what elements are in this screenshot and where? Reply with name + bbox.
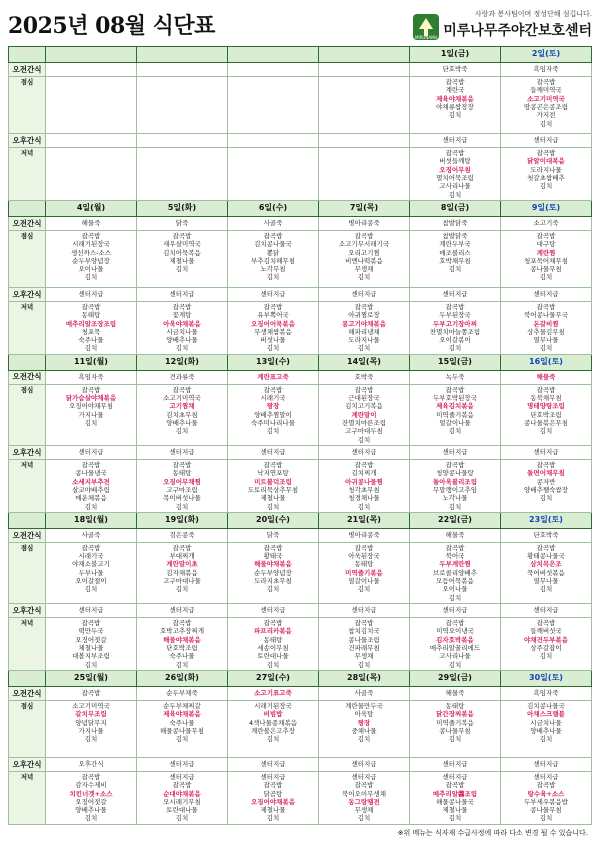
brand-block	[413, 9, 592, 40]
dinner-cell	[228, 148, 319, 201]
row-label-afternoon-snack: 오후간식	[9, 134, 46, 148]
day-header-cell: 21일(목)	[319, 512, 410, 528]
row-label-morning-snack: 오전간식	[9, 370, 46, 384]
day-header-cell: 28일(목)	[319, 670, 410, 686]
day-header-cell: 1일(금)	[410, 47, 501, 63]
afternoon-snack-cell: 센터지급	[501, 757, 592, 771]
lunch-cell: 잡곡밥 닭가슴살야채볶음 오징어야채무침 가지나물 김치	[46, 384, 137, 445]
morning-snack-row	[9, 528, 592, 542]
morning-snack-cell: 소고기죽	[501, 216, 592, 230]
corner-cell	[9, 47, 46, 63]
afternoon-snack-cell: 센터지급	[501, 134, 592, 148]
lunch-row	[9, 700, 592, 757]
row-label-lunch: 점심	[9, 700, 46, 757]
dinner-cell: 잡곡밥 참치김치국 콩나물조림 건파래무침 무생채 김치	[319, 618, 410, 671]
dinner-row	[9, 301, 592, 354]
afternoon-snack-cell: 센터지급	[410, 604, 501, 618]
dinner-cell	[46, 148, 137, 201]
dinner-cell: 잡곡밥 유부뽁어국 오징어어묵볶음 무생채쌈볶음 버섯나물 김치	[228, 301, 319, 354]
lunch-cell: 잡곡밥 김치콩나물국 뽕닭 부추김치해무침 노각무침 김치	[228, 230, 319, 287]
dinner-cell: 잡곡밥 꽃게탕 아욱야채볶음 시금치나물 양배추나물 김치	[137, 301, 228, 354]
dinner-cell: 센터지급 잡곡밥 닭곰탕 오징어야채볶음 제철나물 김치	[228, 771, 319, 824]
day-header-cell: 13일(수)	[228, 354, 319, 370]
day-header-cell: 14일(목)	[319, 354, 410, 370]
afternoon-snack-cell: 센터지급	[46, 287, 137, 301]
afternoon-snack-cell: 센터지급	[410, 445, 501, 459]
day-header-cell: 8일(금)	[410, 200, 501, 216]
dinner-cell	[137, 148, 228, 201]
day-header-cell: 18일(월)	[46, 512, 137, 528]
afternoon-snack-cell: 센터지급	[410, 757, 501, 771]
corner-cell	[9, 512, 46, 528]
morning-snack-row	[9, 686, 592, 700]
dinner-cell: 잡곡밥 두부된장국 두부고기장아찌 찬멸치마늘쫑조림 오이갈볶이 김치	[410, 301, 501, 354]
day-header-cell: 30일(토)	[501, 670, 592, 686]
afternoon-snack-cell	[319, 134, 410, 148]
dinner-cell: 잡곡밥 청양콩나물탕 돌아욱볼리조림 무말랭이고추임 노각나물 김치	[410, 459, 501, 512]
row-label-morning-snack: 오전간식	[9, 63, 46, 77]
day-header-cell: 4일(월)	[46, 200, 137, 216]
morning-snack-cell: 호박죽	[319, 370, 410, 384]
afternoon-snack-cell	[46, 134, 137, 148]
dinner-row	[9, 459, 592, 512]
dinner-cell: 잡곡밥 감자수제비 치킨너겟+소스 오징어젓갈 양배추나물 김치	[46, 771, 137, 824]
afternoon-snack-cell: 센터지급	[228, 287, 319, 301]
menu-table	[8, 46, 592, 825]
afternoon-snack-row	[9, 604, 592, 618]
row-label-morning-snack: 오전간식	[9, 216, 46, 230]
dinner-cell: 잡곡밥 김치찌개 아귀콩나물찜 청각초무침 청경채나물 김치	[319, 459, 410, 512]
dinner-cell: 센터지급 잡곡밥 탕수육+소스 두부세우볶음밥 콩나물무침 김치	[501, 771, 592, 824]
footnote: ※위 메뉴는 식자재 수급사정에 따라 다소 변경 될 수 있습니다.	[397, 828, 588, 837]
lunch-cell: 잡곡밥 동북채무침 명태양탕조림 단호박조림 콩나물볶은무침 김치	[501, 384, 592, 445]
day-header-cell: 19일(화)	[137, 512, 228, 528]
dinner-cell: 잡곡밥 동태탕 매추리알조장조림 청포묵 숙주나물 김치	[46, 301, 137, 354]
dinner-cell: 잡곡밥 미역오이냉국 김자호박볶음 매추리알꿀리에드 고사리나물 김치	[410, 618, 501, 671]
lunch-cell: 시래기된장국 비빔밥 4색나물종채볶음 계란볼은고추장 김치	[228, 700, 319, 757]
row-label-lunch: 점심	[9, 77, 46, 134]
day-header-cell: 15일(금)	[410, 354, 501, 370]
lunch-cell: 잡곡밥 황태국 해물야채볶음 순두부양념장 도라지초무침 김치	[228, 542, 319, 603]
row-label-morning-snack: 오전간식	[9, 528, 46, 542]
corner-cell	[9, 200, 46, 216]
lunch-cell	[319, 77, 410, 134]
morning-snack-cell: 사골죽	[228, 216, 319, 230]
lunch-cell	[228, 77, 319, 134]
corner-cell	[9, 670, 46, 686]
morning-snack-cell: 해물죽	[410, 528, 501, 542]
day-header-cell: 22일(금)	[410, 512, 501, 528]
morning-snack-cell: 흑임자죽	[501, 686, 592, 700]
morning-snack-cell: 순두부채죽	[137, 686, 228, 700]
dinner-cell: 잡곡밥 호박고추장찌개 해물야채볶음 단호박조림 숙주나물 김치	[137, 618, 228, 671]
afternoon-snack-cell: 센터지급	[228, 604, 319, 618]
lunch-cell: 잡곡밥 아욱된장국 동태탕 미역줄기볶음 열갈이나물 김치	[319, 542, 410, 603]
lunch-cell: 잡곡밥 시래기국 짱장 양배추찜말이 숙주미나리나물 김치	[228, 384, 319, 445]
morning-snack-cell: 잡곡밥	[46, 686, 137, 700]
dinner-cell: 잡곡밥 아귀찜로장 콩고기야채볶음 해파리냉채 도라지나물 김치	[319, 301, 410, 354]
morning-snack-cell: 검은콩죽	[137, 528, 228, 542]
afternoon-snack-cell: 센터지급	[501, 445, 592, 459]
day-header-cell: 16일(토)	[501, 354, 592, 370]
dinner-cell: 잡곡밥 돌면어채무침 콩자반 양배추쨀숙쌈장 김치	[501, 459, 592, 512]
afternoon-snack-cell: 센터지급	[319, 604, 410, 618]
morning-snack-cell	[319, 63, 410, 77]
lunch-cell: 소고기미역국 갈치무조림 양념닭무지 가지나물 김치	[46, 700, 137, 757]
morning-snack-row	[9, 63, 592, 77]
day-header-cell: 20일(수)	[228, 512, 319, 528]
morning-snack-cell: 단호박죽	[410, 63, 501, 77]
row-label-morning-snack: 오전간식	[9, 686, 46, 700]
afternoon-snack-cell: 센터지급	[410, 134, 501, 148]
dinner-row	[9, 148, 592, 201]
lunch-cell: 잡곡밥 대구탕 계란찜 청포묵어채무침 콩나물무침 김치	[501, 230, 592, 287]
dinner-cell: 잡곡밥 콩나물냉국 소세지부추전 살코야배추림 매운체볶음 김치	[46, 459, 137, 512]
morning-snack-cell: 참발닭죽	[410, 216, 501, 230]
lunch-cell: 순두부채찌갈 제육야채볶음 숙주나물 해물콩나물무침 김치	[137, 700, 228, 757]
afternoon-snack-cell: 센터지급	[501, 604, 592, 618]
dinner-cell: 잡곡밥 북어콩나물무국 돈갈비찜 상추물김무침 열무나물 김치	[501, 301, 592, 354]
lunch-row	[9, 542, 592, 603]
afternoon-snack-row	[9, 445, 592, 459]
morning-snack-cell: 닭죽	[228, 528, 319, 542]
lunch-cell: 참발닭죽 계란두부국 매조볼리스 호박채무침 김치	[410, 230, 501, 287]
week-header-row	[9, 670, 592, 686]
week-header-row	[9, 512, 592, 528]
week-header-row	[9, 47, 592, 63]
day-header-cell: 27일(수)	[228, 670, 319, 686]
row-label-dinner: 저녁	[9, 459, 46, 512]
dinner-row	[9, 618, 592, 671]
afternoon-snack-cell: 센터지급	[501, 287, 592, 301]
row-label-lunch: 점심	[9, 542, 46, 603]
corner-cell	[9, 354, 46, 370]
row-label-dinner: 저녁	[9, 618, 46, 671]
afternoon-snack-cell: 오후간식	[46, 757, 137, 771]
page-title: 2025년 08월 식단표	[8, 12, 215, 39]
afternoon-snack-cell: 센터지급	[46, 445, 137, 459]
dinner-cell: 센터지급 잡곡밥 순대야채볶음 모시래기무침 토란대나물 김치	[137, 771, 228, 824]
lunch-cell: 잡곡밥 소고기무시래기국 오리고기찜 비엔나떡볶음 무생채 김치	[319, 230, 410, 287]
row-label-lunch: 점심	[9, 230, 46, 287]
brand-slogan: 사랑과 봉사팀이며 정성단해 섬깁니다.	[474, 9, 592, 18]
afternoon-snack-cell: 센터지급	[410, 287, 501, 301]
morning-snack-cell: 소고기표고죽	[228, 686, 319, 700]
dinner-cell: 센터지급 잡곡밥 매추리알醬조림 해물콩나물국 제철나물 김치	[410, 771, 501, 824]
day-header-cell	[137, 47, 228, 63]
morning-snack-row	[9, 216, 592, 230]
row-label-dinner: 저녁	[9, 771, 46, 824]
afternoon-snack-cell: 센터지급	[228, 757, 319, 771]
afternoon-snack-cell: 센터지급	[319, 287, 410, 301]
dinner-cell: 센터지급 잡곡밥 북어오이무생채 동그랑땡전 무생채 김치	[319, 771, 410, 824]
afternoon-snack-cell	[228, 134, 319, 148]
row-label-afternoon-snack: 오후간식	[9, 604, 46, 618]
lunch-cell: 잡곡밥 부대찌개 계란말이초 김자채볶음 고구마대나물 김치	[137, 542, 228, 603]
morning-snack-cell: 사골죽	[319, 686, 410, 700]
row-label-afternoon-snack: 오후간식	[9, 445, 46, 459]
morning-snack-cell	[137, 63, 228, 77]
lunch-cell: 잡곡밥 시래기된장국 생선까스-소스 순두부양념장 오이나물 김치	[46, 230, 137, 287]
morning-snack-cell: 해물죽	[46, 216, 137, 230]
morning-snack-cell	[228, 63, 319, 77]
row-label-dinner: 저녁	[9, 148, 46, 201]
morning-snack-cell: 해물죽	[501, 370, 592, 384]
afternoon-snack-cell: 센터지급	[137, 445, 228, 459]
lunch-cell: 잡곡밥 시래기국 야채소불고기 두부나물 오이갈절이 김치	[46, 542, 137, 603]
lunch-cell	[137, 77, 228, 134]
morning-snack-cell	[46, 63, 137, 77]
morning-snack-cell: 병아리콩죽	[319, 528, 410, 542]
afternoon-snack-cell: 센터지급	[137, 604, 228, 618]
lunch-cell: 김치콩나물국 아채스크램블 시금치나물 양배추나물 김치	[501, 700, 592, 757]
lunch-cell: 잡곡밥 계란국 제육야채볶음 야채류쌈장장 김치	[410, 77, 501, 134]
afternoon-snack-cell: 센터지급	[319, 445, 410, 459]
row-label-afternoon-snack: 오후간식	[9, 287, 46, 301]
week-header-row	[9, 200, 592, 216]
day-header-cell: 5일(화)	[137, 200, 228, 216]
lunch-row	[9, 77, 592, 134]
morning-snack-cell: 계란표고죽	[228, 370, 319, 384]
morning-snack-cell: 해물죽	[410, 686, 501, 700]
morning-snack-cell: 흑임자죽	[501, 63, 592, 77]
day-header-cell: 2일(토)	[501, 47, 592, 63]
morning-snack-cell: 녹두죽	[410, 370, 501, 384]
afternoon-snack-cell: 센터지급	[137, 757, 228, 771]
day-header-cell: 26일(화)	[137, 670, 228, 686]
day-header-cell: 6일(수)	[228, 200, 319, 216]
lunch-cell	[46, 77, 137, 134]
day-header-cell: 12일(화)	[137, 354, 228, 370]
afternoon-snack-cell: 센터지급	[137, 287, 228, 301]
lunch-cell: 동태탕 닭간장찌볶음 미역줄기복음 콩나물무침 김치	[410, 700, 501, 757]
lunch-cell: 계란물만두국 아욱탕 짱장 중채나물 김치	[319, 700, 410, 757]
lunch-cell: 잡곡밥 두부호박된장국 제육김치볶음 미역줄기볶음 얼갈이나물 김치	[410, 384, 501, 445]
day-header-cell: 11일(월)	[46, 354, 137, 370]
tree-logo-icon	[413, 14, 439, 40]
dinner-cell: 잡곡밥 닭알이대복음 도라지나물 첫갈초쌈배추 김치	[501, 148, 592, 201]
brand-name: 미루나무주야간보호센터	[443, 22, 592, 39]
day-header-cell: 23일(토)	[501, 512, 592, 528]
lunch-cell: 잡곡밥 소고기미역국 고기찜채 김치초무침 양배추나물 김치	[137, 384, 228, 445]
day-header-cell: 29일(금)	[410, 670, 501, 686]
dinner-cell	[319, 148, 410, 201]
page-header	[8, 6, 592, 42]
morning-snack-cell: 닭죽	[137, 216, 228, 230]
morning-snack-cell: 흑임자죽	[46, 370, 137, 384]
lunch-cell: 잡곡밥 들깨미역국 소고기미역국 땅콩곤은콩조림 가지전 김치	[501, 77, 592, 134]
dinner-row	[9, 771, 592, 824]
afternoon-snack-row	[9, 757, 592, 771]
day-header-cell	[228, 47, 319, 63]
row-label-dinner: 저녁	[9, 301, 46, 354]
lunch-cell: 잡곡밥 북어국 두부계란찜 브로콜리양배추 모듬어묵볶음 오이나물 김치	[410, 542, 501, 603]
afternoon-snack-cell: 센터지급	[228, 445, 319, 459]
morning-snack-cell: 단호박죽	[501, 528, 592, 542]
dinner-cell: 잡곡밥 낙지연포탕 미트볼덕조림 도토리묵상추무침 제철나물 김치	[228, 459, 319, 512]
afternoon-snack-cell	[137, 134, 228, 148]
lunch-row	[9, 384, 592, 445]
dinner-cell: 잡곡밥 동태탕 오징어무채찜 고구마조림 목이버섯나물 김치	[137, 459, 228, 512]
afternoon-snack-cell: 센터지급	[319, 757, 410, 771]
morning-snack-cell: 사골죽	[46, 528, 137, 542]
dinner-cell: 잡곡밥 버섯들깨탕 오징어무침 멸치어묵조림 고사리나물 김치	[410, 148, 501, 201]
afternoon-snack-cell: 센터지급	[46, 604, 137, 618]
lunch-cell: 잡곡밥 황태콩나물국 삼치목은조 묵어버섯볶음 열무나물 김치	[501, 542, 592, 603]
row-label-afternoon-snack: 오후간식	[9, 757, 46, 771]
lunch-row	[9, 230, 592, 287]
morning-snack-cell: 병아리콩죽	[319, 216, 410, 230]
afternoon-snack-row	[9, 287, 592, 301]
day-header-cell: 9일(토)	[501, 200, 592, 216]
day-header-cell	[319, 47, 410, 63]
afternoon-snack-row	[9, 134, 592, 148]
morning-snack-row	[9, 370, 592, 384]
lunch-cell: 잡곡밥 새우살미역국 김치어묵복음 제철나물 김치	[137, 230, 228, 287]
day-header-cell	[46, 47, 137, 63]
dinner-cell: 잡곡밥 들깨버섯국 야채건두부볶음 상주갈잡이 김치	[501, 618, 592, 671]
morning-snack-cell: 견과류죽	[137, 370, 228, 384]
day-header-cell: 25일(월)	[46, 670, 137, 686]
logo-subtext: MIRUNAMU	[415, 34, 438, 40]
brand-text	[443, 9, 592, 40]
day-header-cell: 7일(목)	[319, 200, 410, 216]
dinner-cell: 잡곡밥 떡만두국 오징어젓갈 체철나물 대볼지부조림 김치	[46, 618, 137, 671]
lunch-cell: 잡곡밥 근대된장국 김치고기복음 계란말이 잔멸치마른조림 고구마대두침 김치	[319, 384, 410, 445]
dinner-cell: 잡곡밥 파프리카볶음 동태탕 세송이무침 토란대나물 김치	[228, 618, 319, 671]
row-label-lunch: 점심	[9, 384, 46, 445]
week-header-row	[9, 354, 592, 370]
